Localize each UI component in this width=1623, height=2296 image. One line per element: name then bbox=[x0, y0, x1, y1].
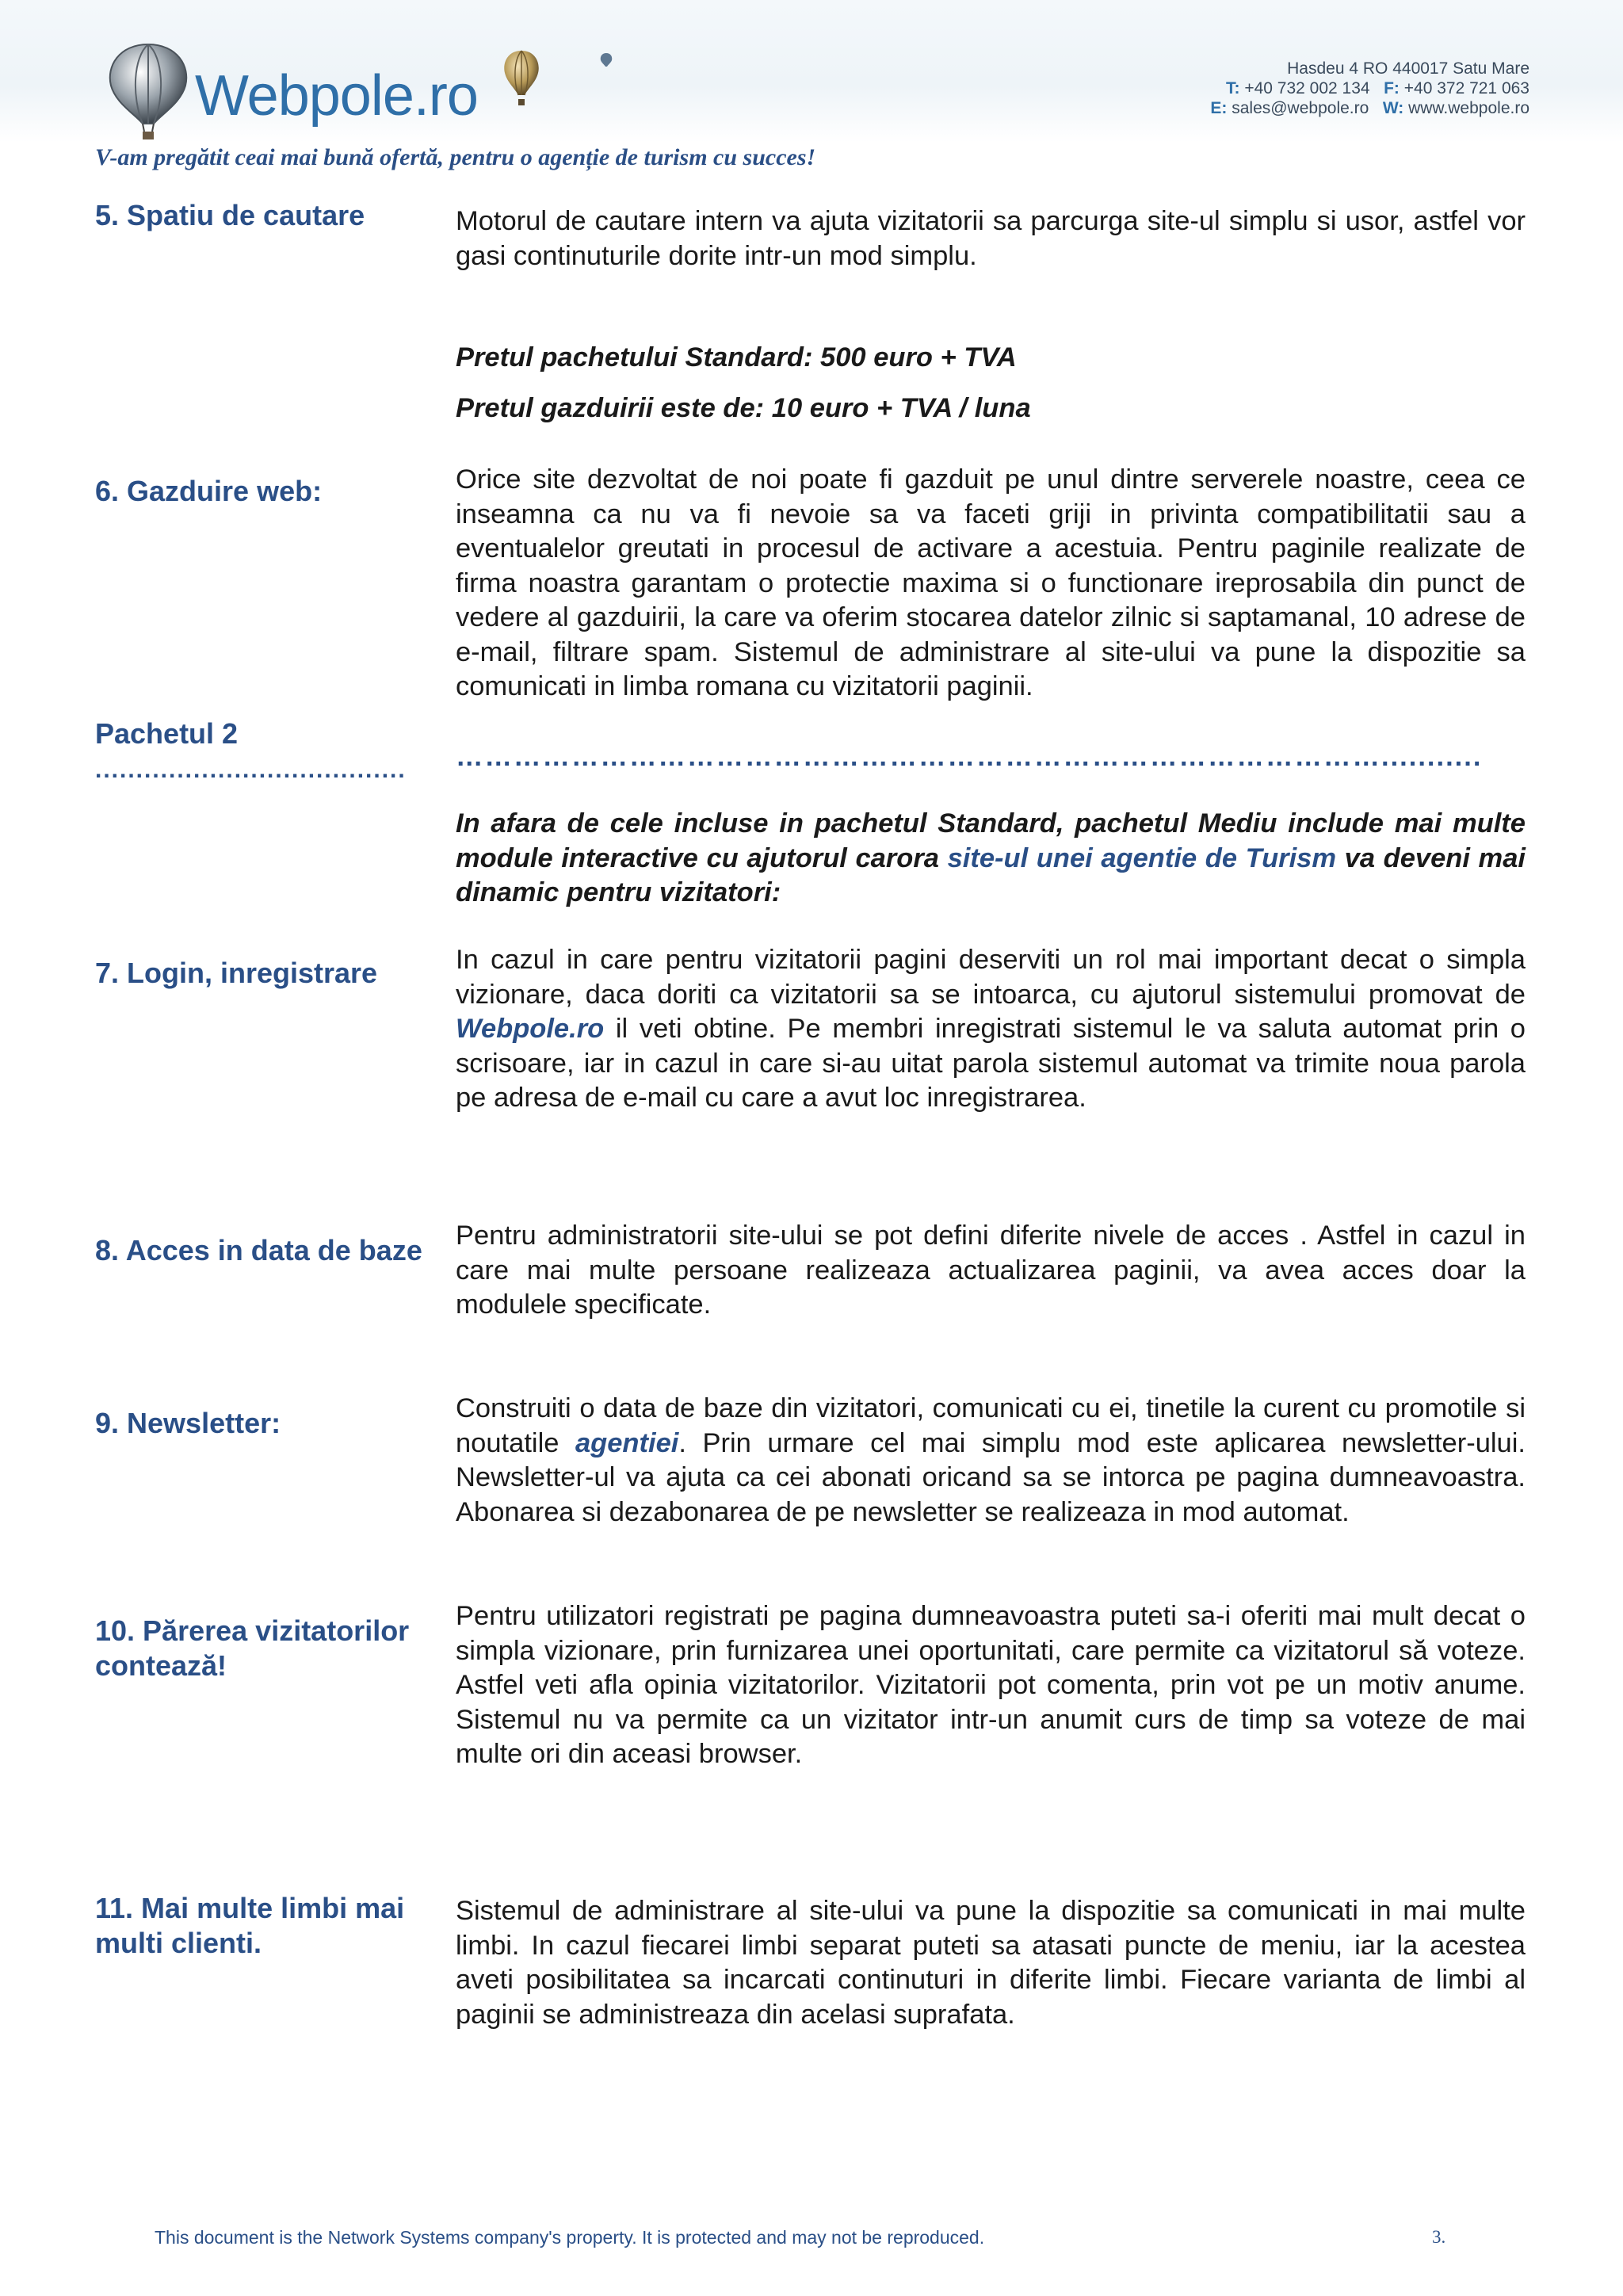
email-web-line bbox=[1210, 98, 1529, 118]
brand-name: Webpole.ro bbox=[195, 64, 478, 128]
intro-text-start: In afara de cele incluse in pachetul Standard, pachetul Mediu include mai multe module interactive cu ajutorul carora bbox=[456, 808, 1526, 873]
section-8-text: Pentru administratorii site-ului se pot defini diferite nivele de acces . Astfel in cazul in care mai multe persoane realizeaza actualizarea paginii, va avea acces doar la modulele specificate. bbox=[456, 1221, 1526, 1320]
section-6-label: 6. Gazduire web: bbox=[95, 475, 323, 507]
section-10-label: 10. Părerea vizitatorilor contează! bbox=[95, 1614, 410, 1682]
letterhead bbox=[0, 0, 1623, 143]
package-2-separator-dots: ……………………………………………………………………………………........... bbox=[456, 742, 1483, 772]
section-9-text bbox=[456, 1392, 1526, 1530]
section-6-text: Orice site dezvoltat de noi poate fi gazduit pe unul dintre serverele noastre, ceea ce inseamna ca nu va fi nevoie sa va faceti griji in privinta compatibilitatii sau a eventualelor greutati in procesul de activare a acestuia. Pentru paginile realizate de firma noastra garantam o protectie maxima si o functionare ireprosabila din punct de vedere al gazduirii, la care va oferim stocarea datelor zilnic si saptamanal, 10 adrese de e-mail, filtrare spam. Sistemul de administrare al site-ului va pune la dispozitie sa comunicati in limba romana cu vizitatorii paginii. bbox=[456, 464, 1526, 701]
phone-fax-line bbox=[1210, 78, 1529, 98]
section-9-label: 9. Newsletter: bbox=[95, 1407, 281, 1439]
hot-air-balloon-logo-icon bbox=[101, 41, 195, 143]
webpole-highlight: Webpole.ro bbox=[456, 1014, 605, 1044]
email-label: E: bbox=[1210, 99, 1228, 117]
package-2-label-dots: ...................................... bbox=[95, 757, 407, 783]
tagline: V-am pregătit ceai mai bună ofertă, pentru o agenție de turism cu succes! bbox=[95, 144, 816, 170]
website-url[interactable]: www.webpole.ro bbox=[1408, 99, 1529, 117]
package-2-label: Pachetul 2 bbox=[95, 717, 239, 750]
decorative-balloon-icon bbox=[501, 49, 542, 108]
section-7-label: 7. Login, inregistrare bbox=[95, 957, 378, 989]
section-5-text: Motorul de cautare intern va ajuta vizitatorii sa parcurga site-ul simplu si usor, astfel vor gasi continuturile dorite intr-un mod simplu. bbox=[456, 206, 1526, 271]
page-number: 3. bbox=[1432, 2227, 1446, 2247]
web-label: W: bbox=[1382, 99, 1404, 117]
intro-highlight: site-ul unei agentie de Turism bbox=[947, 842, 1337, 873]
section-5-label: 5. Spatiu de cautare bbox=[95, 199, 365, 231]
phone-number: +40 732 002 134 bbox=[1244, 79, 1370, 97]
fax-label: F: bbox=[1384, 79, 1400, 97]
section-7-text-end: il veti obtine. Pe membri inregistrati sistemul le va saluta automat prin o scrisoare, iar in cazul in care si-au uitat parola sistemul automat va trimite noua parola pe adresa de e-mail cu care a avut loc inregistrarea. bbox=[456, 1014, 1526, 1113]
section-7-text-start: In cazul in care pentru vizitatorii pagini deserviti un rol mai important decat o simpla vizionare, daca doriti ca vizitatorii sa se intoarca, cu ajutorul sistemului promovat de bbox=[456, 945, 1526, 1010]
copyright-notice: This document is the Network Systems company's property. It is protected and may not be reproduced. bbox=[155, 2227, 985, 2248]
agency-highlight: agentiei bbox=[575, 1427, 679, 1458]
contact-block bbox=[1210, 59, 1529, 118]
email-address[interactable]: sales@webpole.ro bbox=[1232, 99, 1369, 117]
section-8-label: 8. Acces in data de baze bbox=[95, 1234, 422, 1266]
fax-number: +40 372 721 063 bbox=[1403, 79, 1529, 97]
standard-package-price: Pretul pachetului Standard: 500 euro + TVA bbox=[456, 342, 1017, 372]
intro-text-end: va deveni mai dinamic pentru vizitatori: bbox=[456, 842, 1526, 907]
distant-balloon-icon bbox=[599, 52, 613, 70]
phone-label: T: bbox=[1225, 79, 1240, 97]
section-7-text bbox=[456, 943, 1526, 1116]
company-address: Hasdeu 4 RO 440017 Satu Mare bbox=[1287, 59, 1529, 78]
section-11-text: Sistemul de administrare al site-ului va pune la dispozitie sa comunicati in mai multe limbi. In cazul fiecarei limbi separat puteti sa atasati puncte de meniu, iar la acestea aveti posibilitatea sa incarcati continuturi in diferite limbi. Fiecare varianta de limbi al paginii se administreaza din acelasi suprafata. bbox=[456, 1896, 1526, 2030]
section-10-text: Pentru utilizatori registrati pe pagina dumneavoastra puteti sa-i oferiti mai mult decat o simpla vizionare, prin furnizarea unei oportunitati, care permite ca vizitatorul să voteze. Astfel veti afla opinia vizitatorilor. Vizitatorii pot comenta, prin vot pe un motiv anume. Sistemul nu va permite ca un vizitator intr-un anumit curs de timp sa voteze de mai multe ori din aceasi browser. bbox=[456, 1601, 1526, 1769]
section-11-label: 11. Mai multe limbi mai multi clienti. bbox=[95, 1892, 405, 1959]
section-9-text-start: Construiti o data de baze din vizitatori, comunicati cu ei, tinetile la curent cu promotile si noutatile bbox=[456, 1393, 1526, 1458]
medium-package-intro bbox=[456, 807, 1526, 911]
hosting-price: Pretul gazduirii este de: 10 euro + TVA / luna bbox=[456, 393, 1031, 423]
section-9-text-end: . Prin urmare cel mai simplu mod este aplicarea newsletter-ului. Newsletter-ul va ajuta ca cei abonati oricand sa se intorca pe pagina dumneavoastra. Abonarea si dezabonarea de pe newsletter se realizeaza in mod automat. bbox=[456, 1427, 1526, 1527]
